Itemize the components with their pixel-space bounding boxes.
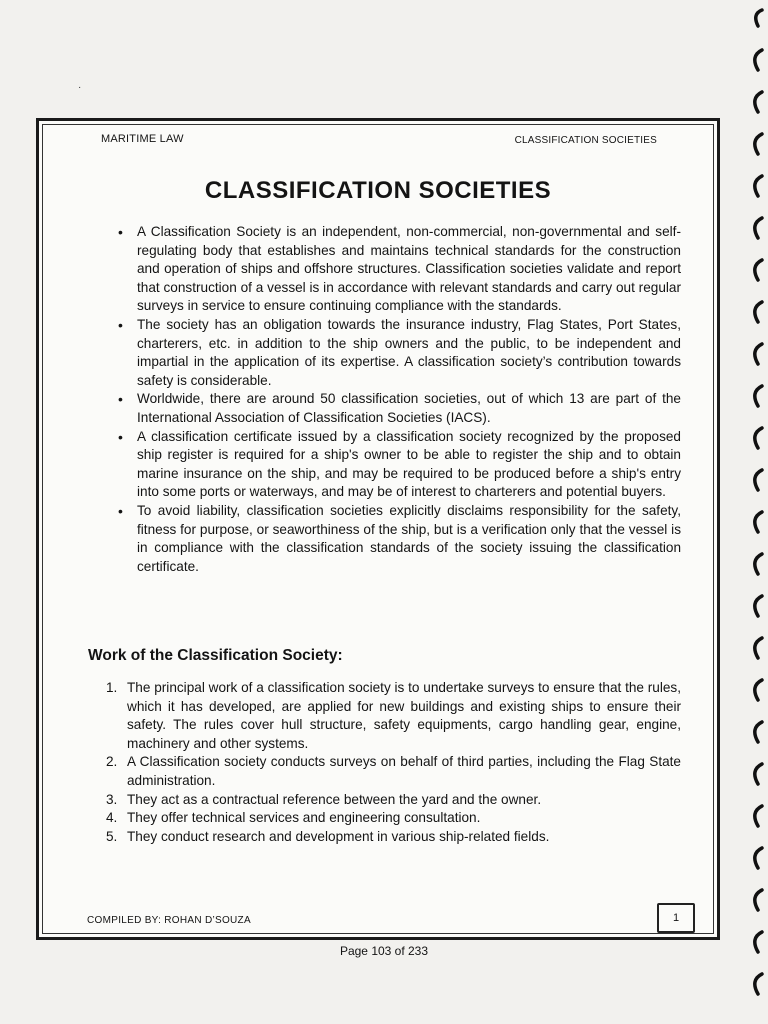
list-item bbox=[113, 223, 681, 316]
list-item bbox=[103, 679, 681, 753]
page-number: 1 bbox=[672, 912, 680, 924]
bullet-icon: • bbox=[118, 502, 123, 519]
bullet-icon: • bbox=[118, 391, 123, 408]
bullet-text: A classification certificate issued by a classification society recognized by the proposed ship register is required for a ship's owner to be able to register the ship and to obtain marine insurance on the ship, and may be required to be produced before a ship's entry into some ports or waterways, and may be of interest to charterers and potential buyers. bbox=[137, 428, 681, 500]
list-item bbox=[113, 390, 681, 427]
item-number: 4. bbox=[106, 810, 118, 826]
section-heading: Work of the Classification Society: bbox=[88, 647, 343, 664]
bullet-icon: • bbox=[118, 224, 123, 240]
spiral-binding-icon bbox=[728, 0, 768, 1024]
item-text: They conduct research and development in various ship-related fields. bbox=[127, 828, 550, 844]
page-number-box bbox=[657, 903, 695, 933]
header-subject: MARITIME LAW bbox=[101, 133, 184, 145]
bullet-text: To avoid liability, classification societies explicitly disclaims responsibility for the safety, fitness for purpose, or seaworthiness of the ship, but is a verification only that the vessel is in compliance with the classification standards of the society issuing the classification certificate. bbox=[137, 502, 681, 574]
list-item bbox=[103, 753, 681, 790]
list-item bbox=[103, 809, 681, 828]
numbered-list bbox=[103, 679, 681, 846]
list-item bbox=[113, 502, 681, 576]
page-title: CLASSIFICATION SOCIETIES bbox=[204, 177, 552, 204]
bullet-text: A Classification Society is an independent, non-commercial, non-governmental and self-regulating body that establishes and maintains technical standards for the construction and operation of ships and offshore structures. Classification societies validate and report that construction of a vessel is in accordance with relevant standards and carry out regular surveys in service to ensure continuing compliance with the standards. bbox=[137, 224, 681, 314]
list-item bbox=[103, 791, 681, 810]
list-item bbox=[113, 428, 681, 502]
list-item bbox=[103, 828, 681, 847]
item-text: The principal work of a classification society is to undertake surveys to ensure that the rules, which it has developed, are applied for new buildings and existing ships to ensure their safety. The rules cover hull structure, safety equipments, cargo handling gear, engine, machinery and other systems. bbox=[127, 680, 681, 751]
item-number: 1. bbox=[106, 680, 118, 695]
bullet-list bbox=[113, 223, 681, 576]
bullet-icon: • bbox=[118, 428, 123, 445]
item-number: 3. bbox=[106, 791, 118, 807]
bullet-icon: • bbox=[118, 316, 123, 333]
list-item bbox=[113, 316, 681, 390]
bullet-text: Worldwide, there are around 50 classification societies, out of which 13 are part of the International Association of Classification Societies (IACS). bbox=[137, 391, 681, 425]
compiled-by: COMPILED BY: ROHAN D’SOUZA bbox=[87, 915, 251, 926]
scan-speck-icon: · bbox=[78, 82, 82, 93]
item-text: They offer technical services and engineering consultation. bbox=[127, 810, 481, 826]
bullet-text: The society has an obligation towards the insurance industry, Flag States, Port States, charterers, etc. in addition to the ship owners and the public, to be independent and impartial in the application of its expertise. A classification society’s contribution towards safety is considerable. bbox=[137, 316, 681, 388]
document-page bbox=[36, 118, 720, 940]
item-number: 2. bbox=[106, 754, 118, 770]
header-topic: CLASSIFICATION SOCIETIES bbox=[514, 135, 657, 146]
item-text: They act as a contractual reference between the yard and the owner. bbox=[127, 791, 542, 807]
page-counter: Page 103 of 233 bbox=[339, 944, 429, 958]
item-number: 5. bbox=[106, 828, 118, 844]
item-text: A Classification society conducts surveys on behalf of third parties, including the Flag State administration. bbox=[127, 754, 681, 788]
